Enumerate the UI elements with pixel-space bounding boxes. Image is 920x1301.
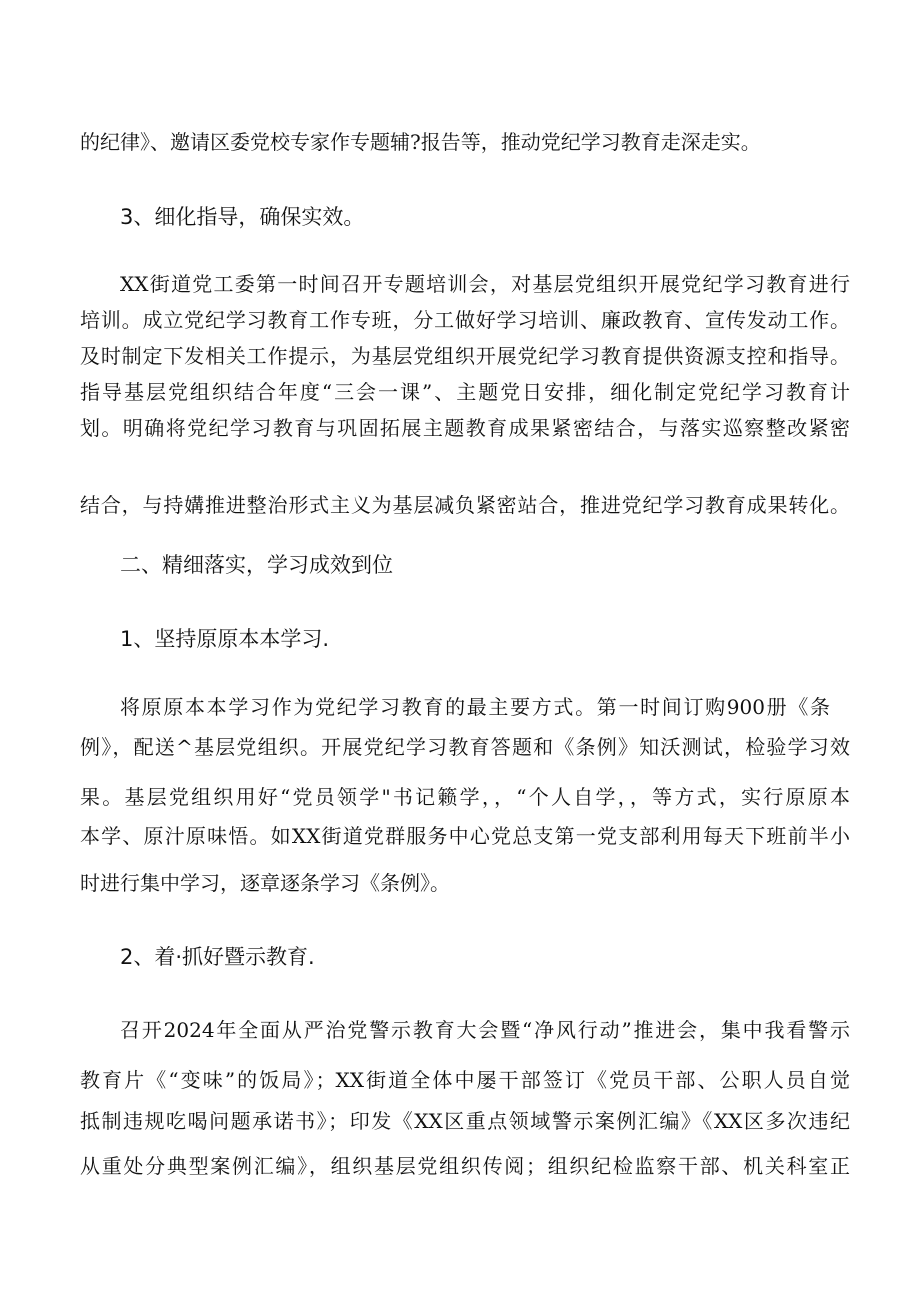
paragraph-line: 从重处分典型案例汇编》，组织基层党组织传阅；组织纪检监察干部、机关科室正 [80,1154,850,1178]
paragraph-line: XX街道党工委第一时间召开专题培训会，对基层党组织开展党纪学习教育进行 [120,272,850,296]
paragraph-line: 教育片《“变味”的饭局》；XX街道全体中屡干部签订《党员干部、公职人员自觉 [80,1068,850,1092]
paragraph-line: 将原原本本学习作为党纪学习教育的最主要方式。第一时间订购900册《条 [120,695,830,719]
paragraph-line: 时进行集中学习，逐章逐条学习《条例》。 [80,871,450,895]
paragraph-line: 的纪律》、邀请区委党校专家作专题辅?报告等，推动党纪学习教育走深走实。 [80,130,761,154]
item-heading-1: 1、坚持原原本本学习. [120,627,330,651]
paragraph-line: 召开2024年全面从严治党警示教育大会暨“净风行动”推进会，集中我看警示 [120,1018,850,1042]
part-heading-2: 二、精细落实，学习成效到位 [120,553,393,577]
item-heading-2: 2、着·抓好暨示教育. [120,945,315,969]
paragraph-line: 本学、原汁原味悟。如XX街道党群服务中心党总支第一党支部利用每天下班前半小 [80,824,850,848]
paragraph-line: 抵制违规吃喝问题承诺书》；印发《XX区重点领域警示案例汇编》《XX区多次违纪 [80,1109,850,1133]
paragraph-line: 指导基层党组织结合年度“三会一课”、主题党日安排，细化制定党纪学习教育计 [80,380,850,404]
paragraph-line: 培训。成立党纪学习教育工作专班，分工做好学习培训、廉政教育、宣传发动工作。 [80,308,850,332]
paragraph-line: 例》，配送^基层党组织。开展党纪学习教育答题和《条例》知沃测试，检验学习效 [80,735,850,759]
paragraph-line: 划。明确将党纪学习教育与巩固拓展主题教育成果紧密结合，与落实巡察整改紧密 [80,416,850,440]
paragraph-line: 果。基层党组织用好“党员领学"书记籁学，，“个人自学，，等方式，实行原原本 [80,785,850,809]
paragraph-line: 结合，与持媾推进整治形式主义为基层减负紧密站合，推进党纪学习教育成果转化。 [80,493,850,517]
section-heading-3: 3、细化指导，确保实效。 [120,205,365,229]
paragraph-line: 及时制定下发相关工作提示，为基层党组织开展党纪学习教育提供资源支控和指导。 [80,344,850,368]
